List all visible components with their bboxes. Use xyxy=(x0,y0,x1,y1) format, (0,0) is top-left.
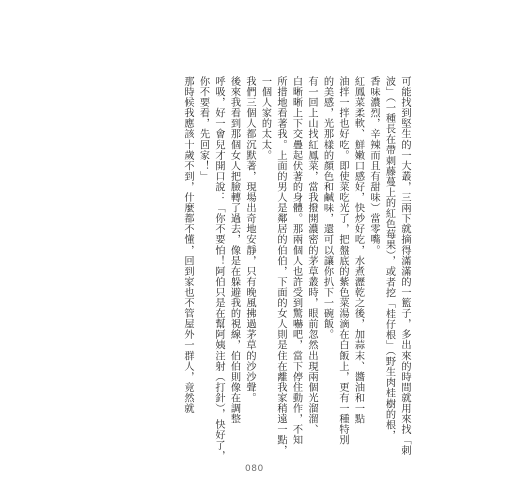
text-column: 波」（一種長在帶刺藤蔓上的紅色莓果），或者挖「桂仔根」（野生肉桂樹的根， xyxy=(383,76,395,441)
text-column: 有一回上山找紅鳳菜，當我撥開濃密的茅草叢時，眼前忽然出現兩個光溜溜、 xyxy=(306,76,317,435)
text-column: 後來我看到那個女人把臉轉了過去，像是在躲避我的視線，伯伯則像在調整 xyxy=(228,76,240,425)
text-column: 你不要看，先回家！」 xyxy=(197,76,209,182)
text-column: 香味濃烈，辛辣而且有甜味）當零嘴。 xyxy=(368,76,379,256)
text-column: 一個人家的太太。 xyxy=(259,76,271,161)
text-column: 的美感，光那樣的顏色和鹹味，還可以讓你扒下一碗飯。 xyxy=(321,76,333,340)
page-number: 080 xyxy=(245,464,264,474)
text-column: 紅鳳菜柔軟、鮮嫩口感好，快炒好吃，水煮瀝乾之後，加蒜末、醬油和一點 xyxy=(352,76,364,425)
body-text xyxy=(180,76,413,462)
text-column: 可能找到堅生的一大叢，三兩下就摘得滿滿的一籃子，多出來的時間就用來找「刺 xyxy=(399,76,410,456)
text-column: 所措地看著我。上面的男人是鄰居的伯伯，下面的女人則是住在離我家稍遠一點， xyxy=(275,76,286,456)
text-column: 油拌一拌也好吃。即使菜吃光了，把盤底的紫色菜湯滴在白飯上，更有一種特別 xyxy=(337,76,348,446)
text-column: 呼吸，好一會兒才開口說：「你不要怕！阿伯只是在幫阿姨注射（打針），快好了， xyxy=(213,76,224,462)
text-column: 白晰晰上下交疊起伏著的身體。那兩個人也許受到驚嚇吧，當下停住動作，不知 xyxy=(290,76,302,446)
text-column: 我們三個人都沉默著，現場出奇地安靜，只有晚風拂過茅草的沙沙聲。 xyxy=(244,76,255,404)
text-column: 那時候我應該十歲不到，什麼都不懂，回到家也不管屋外一群人，竟然就 xyxy=(182,76,193,414)
